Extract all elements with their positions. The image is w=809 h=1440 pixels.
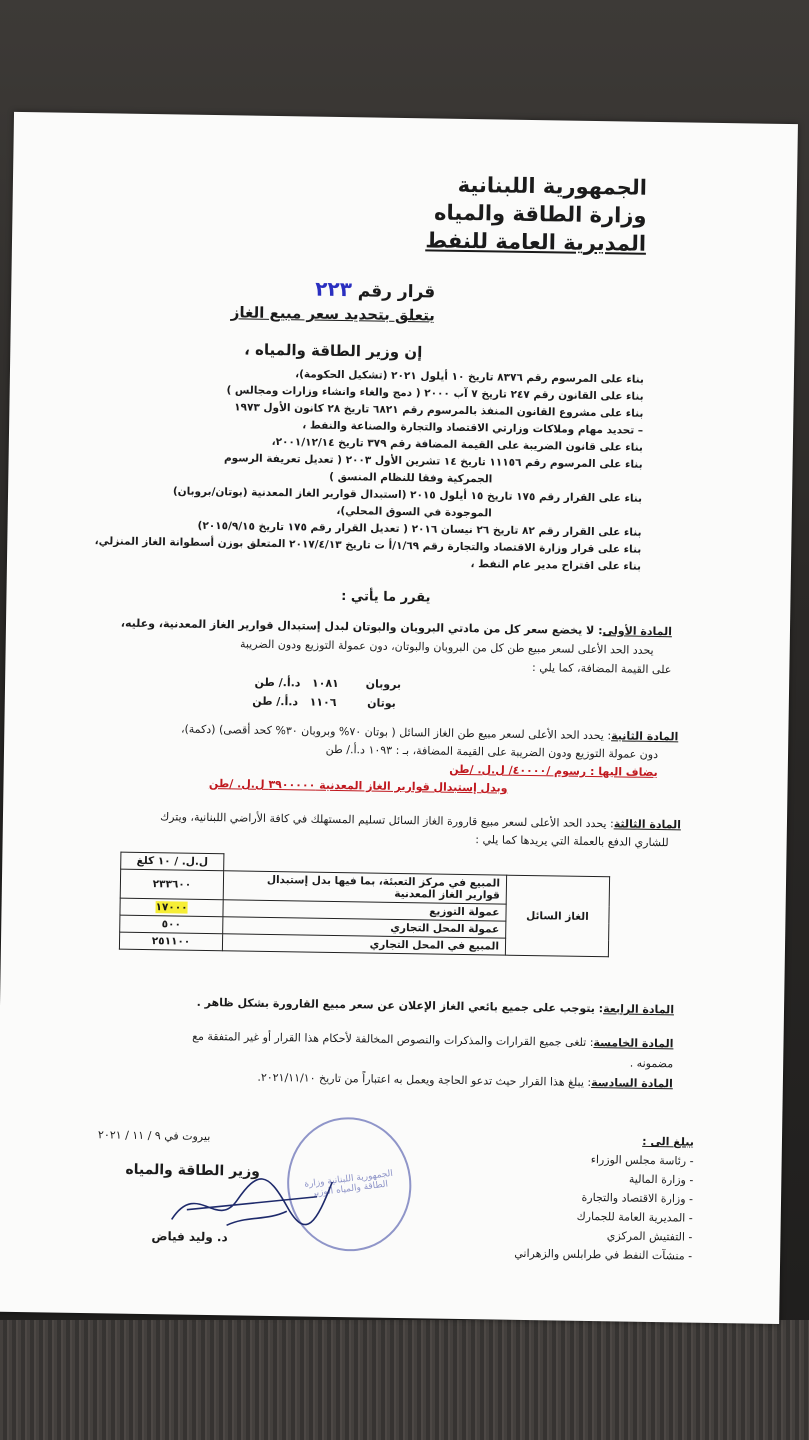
row-value: ٢٥١١٠٠ — [119, 932, 222, 951]
recital-line: بناء على قانون الضريبة على القيمة المضافة رقم ٣٧٩ تاريخ ٢٠٠١/١٢/١٤، — [271, 435, 643, 454]
article-2-text: : يحدد الحد الأعلى لسعر مبيع طن الغاز السائل ( بوتان ٧٠% وبروبان ٣٠% كحد أقصى) (دكمة)، — [180, 722, 612, 743]
list-item: - رئاسة مجلس الوزراء — [590, 1153, 694, 1168]
article-4-label: المادة الرابعة — [603, 1002, 675, 1017]
row-value-highlighted: ١٧٠٠٠ — [155, 901, 188, 914]
letterhead-directorate: المديرية العامة للنفط — [425, 228, 647, 256]
price-table — [119, 852, 610, 958]
date-line: بيروت في ٩ / ١١ / ٢٠٢١ — [97, 1128, 211, 1144]
notify-title: يبلغ الى : — [642, 1134, 695, 1149]
article-5-text: : تلغى جميع القرارات والمذكرات والنصوص المخالفة لأحكام هذا القرار أو غير المتفقة مع — [192, 1029, 594, 1050]
recital-line: بناء على القرار رقم ١٧٥ تاريخ ١٥ أيلول ٢٠١٥ (استبدال قوارير الغاز المعدنية (بوتان/بروبان) — [172, 485, 643, 505]
article-3-text: : يحدد الحد الأعلى لسعر مبيع قارورة الغاز السائل تسليم المستهلك في كافة الأراضي اللبنانية، ويترك — [160, 810, 614, 831]
article-1-text: : لا يخضع سعر كل من مادتي البروبان والبوتان لبدل إستبدال قوارير الغاز المعدنية، وعليه، — [120, 616, 603, 638]
decides-heading: يقرر ما يأتي : — [341, 589, 431, 606]
article-1-line3: على القيمة المضافة، كما يلي : — [531, 661, 672, 677]
letterhead-country: الجمهورية اللبنانية — [457, 172, 648, 200]
article-6-text: : يبلغ هذا القرار حيث تدعو الحاجة ويعمل به اعتباراً من تاريخ ٢٠٢١/١١/١٠. — [257, 1070, 592, 1090]
product-cell: الغاز السائل — [505, 875, 609, 957]
articles-4-6 — [191, 993, 674, 1095]
article-1-label: المادة الأولى — [602, 624, 673, 639]
price-butane: بوتان ١١٠٦ د.أ./ طن — [252, 694, 396, 710]
recital-line: الموجودة في السوق المحلي)، — [336, 504, 492, 520]
stamp-text: الجمهورية اللبنانية وزارة الطاقة والمياه الوزير — [303, 1168, 394, 1199]
letterhead-ministry: وزارة الطاقة والمياه — [433, 200, 647, 228]
decision-label: قرار رقم — [357, 281, 436, 303]
decision-number: ٢٢٣ — [315, 276, 353, 302]
row-value: ٢٣٣٦٠٠ — [120, 869, 223, 900]
recital-line: بناء على قرار وزارة الاقتصاد والتجارة رقم ١/٦٩/أ ت تاريخ ٢٠١٧/٤/١٣ المتعلق بوزن أسطوانة الغاز المنزلي، — [94, 535, 642, 556]
article-5-label: المادة الخامسة — [593, 1036, 674, 1051]
article-3-line2: للشاري الدفع بالعملة التي يريدها كما يلي : — [475, 833, 669, 850]
document-page — [0, 112, 798, 1324]
row-desc: المبيع في المحل التجاري — [222, 934, 505, 955]
decision-subject: يتعلق بتحديد سعر مبيع الغاز — [230, 303, 436, 325]
list-item: - وزارة الاقتصاد والتجارة — [581, 1190, 694, 1206]
list-item: - منشآت النفط في طرابلس والزهراني — [514, 1246, 693, 1263]
unit-header: ل.ل. / ١٠ كلغ — [121, 852, 224, 871]
recital-line: بناء على المرسوم رقم ٨٣٧٦ تاريخ ١٠ أيلول ٢٠٢١ (تشكيل الحكومة)، — [295, 368, 645, 386]
decision-title — [315, 277, 435, 303]
floor-background — [0, 1320, 809, 1440]
price-propane: بروبان ١٠٨١ د.أ./ طن — [254, 675, 402, 691]
signature-title: وزير الطاقة والمياه — [125, 1161, 261, 1180]
article-1 — [120, 614, 673, 718]
article-2-fees: يضاف اليها : رسوم /٤٠٠٠٠/ ل.ل. /طن — [449, 762, 658, 780]
article-3-label: المادة الثالثة — [613, 817, 682, 832]
recital-line: بناء على مشروع القانون المنفذ بالمرسوم رقم ٦٨٢١ تاريخ ٢٨ كانون الأول ١٩٧٣ — [234, 401, 644, 420]
row-desc: عمولة المحل التجاري — [223, 917, 506, 938]
recital-line: بناء على القانون رقم ٢٤٧ تاريخ ٧ آب ٢٠٠٠ ( دمج والغاء وانشاء وزارات ومجالس ) — [226, 384, 644, 403]
list-item: - المديرية العامة للجمارك — [576, 1209, 693, 1225]
article-1-line2: يحدد الحد الأعلى لسعر مبيع طن كل من البروبان والبوتان، دون عمولة التوزيع ودون الضريبة — [239, 637, 654, 657]
recital-line: بناء على القرار رقم ٨٢ تاريخ ٢٦ نيسان ٢٠١٦ ( تعديل القرار رقم ١٧٥ تاريخ ٢٠١٥/٩/١٥) — [197, 519, 642, 539]
row-desc: المبيع في مركز التعبئة، بما فيها بدل إستبدال قوارير الغاز المعدنية — [223, 871, 506, 904]
recital-line: – تحديد مهام وملاكات وزارتي الاقتصاد والتجارة والصناعة والنفط ، — [302, 419, 644, 437]
article-5-line2: مضمونه . — [629, 1056, 674, 1071]
article-4-text: : يتوجب على جميع بائعي الغاز الإعلان عن سعر مبيع القارورة بشكل ظاهر . — [196, 995, 604, 1016]
article-2 — [180, 721, 678, 801]
recital-line: الجمركية وفقا للنظام المنسق ) — [329, 470, 493, 486]
article-3 — [160, 808, 681, 852]
recitals — [94, 363, 644, 576]
list-item: - التفتيش المركزي — [606, 1229, 693, 1244]
article-2-replacement: وبدل إستبدال قوارير الغاز المعدنية ٣٩٠٠٠٠٠ ل.ل. /طن — [208, 776, 508, 795]
recital-line: بناء على المرسوم رقم ١١١٥٦ تاريخ ١٤ تشرين الأول ٢٠٠٣ ( تعديل تعريفة الرسوم — [223, 452, 643, 471]
article-6-label: المادة السادسة — [591, 1076, 673, 1091]
letterhead — [425, 170, 647, 257]
recital-line: بناء على اقتراح مدير عام النفط ، — [470, 558, 642, 573]
article-2-label: المادة الثانية — [611, 729, 679, 744]
minister-intro: إن وزير الطاقة والمياه ، — [244, 340, 423, 362]
article-2-line2: دون عمولة التوزيع ودون الضريبة على القيمة المضافة، بـ : ١٠٩٣ د.أ./ طن — [325, 742, 659, 762]
list-item: - وزارة المالية — [628, 1172, 694, 1187]
notify-list — [514, 1130, 694, 1266]
row-value: ٥٠٠ — [120, 915, 223, 934]
signatory-name: د. وليد فياض — [151, 1229, 228, 1245]
row-desc: عمولة التوزيع — [223, 900, 506, 921]
